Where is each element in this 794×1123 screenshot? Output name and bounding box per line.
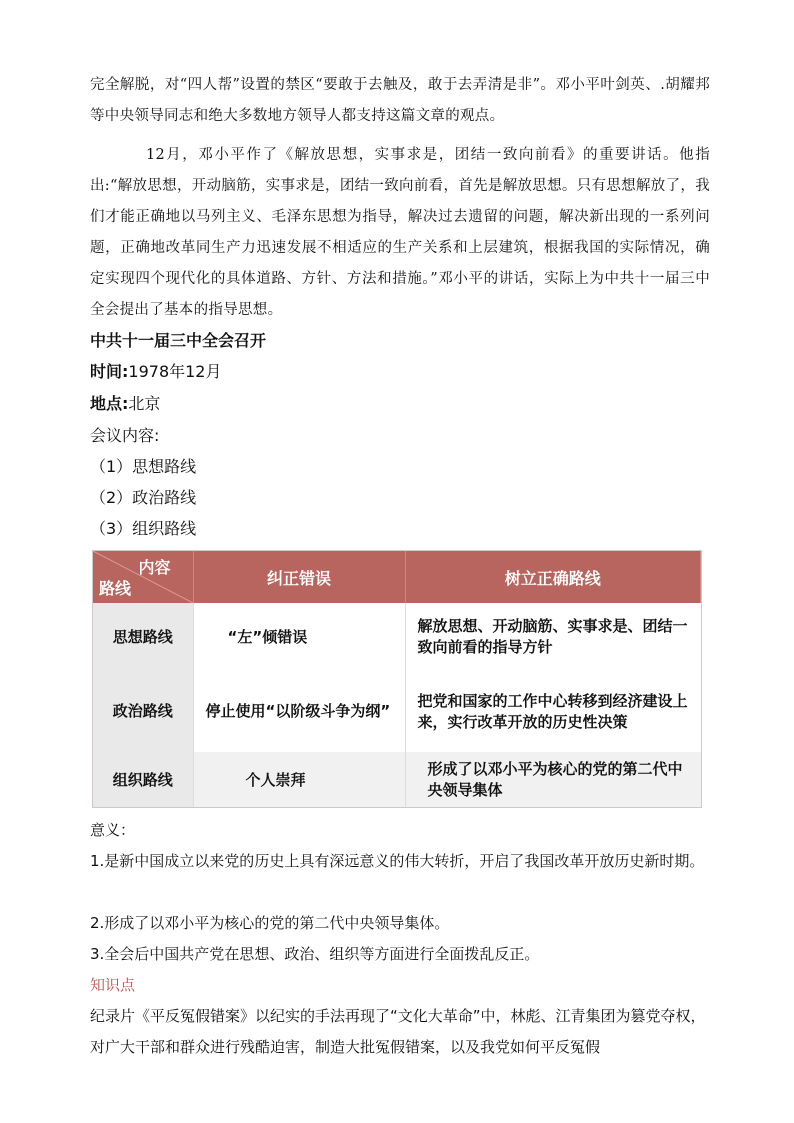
time-label: 时间: — [90, 362, 129, 381]
place-label: 地点: — [90, 394, 129, 413]
corner-top-label: 内容 — [138, 558, 171, 577]
meeting-item-3: （3）组织路线 — [90, 519, 197, 538]
knowledge-text: 纪录片《平反冤假错案》以纪实的手法再现了“文化大革命”中，林彪、江青集团为篡党夺权，对广大干部和群众进行残酷迫害，制造大批冤假错案，以及我党如何平反冤假 — [90, 1007, 706, 1056]
meeting-item-1: （1）思想路线 — [90, 457, 197, 476]
meeting-content-label: 会议内容: — [90, 426, 160, 445]
significance-item-3: 3.全会后中国共产党在思想、政治、组织等方面进行全面拨乱反正。 — [90, 945, 540, 963]
significance-item-1: 1.是新中国成立以来党的历史上具有深远意义的伟大转折，开启了我国改革开放历史新时期。 — [90, 852, 705, 870]
knowledge-label: 知识点 — [90, 976, 136, 994]
meeting-item-2: （2）政治路线 — [90, 488, 197, 507]
table-row — [93, 669, 701, 751]
col-header-wrong: 纠正错误 — [193, 551, 405, 603]
corner-bottom-label: 路线 — [99, 579, 132, 599]
time-value: 1978年12月 — [128, 362, 222, 381]
row-header: 组织路线 — [93, 752, 193, 807]
paragraph-1: 完全解脱，对“四人帮”设置的禁区“要敢于去触及，敢于去弄清是非”。邓小平叶剑英、.胡耀邦等中央领导同志和绝大多数地方领导人都支持这篇文章的观点。 — [90, 77, 710, 124]
table-row — [93, 603, 701, 669]
meeting-place — [90, 394, 160, 414]
row-header: 思想路线 — [93, 603, 193, 669]
row-header: 政治路线 — [93, 669, 193, 751]
right-cell: 把党和国家的工作中心转移到经济建设上来，实行改革开放的历史性决策 — [405, 669, 701, 751]
paragraph-2: 12月，邓小平作了《解放思想，实事求是，团结一致向前看》的重要讲话。他指出:“解放思想，开动脑筋，实事求是，团结一致向前看，首先是解放思想。只有思想解放了，我们才能正确地以马列主义、毛泽东思想为指导，解决过去遗留的问题，解决新出现的一系列问题，正确地改革同生产力迅速发展不相适应的生产关系和上层建筑，根据我国的实际情况，确定实现四个现代化的具体道路、方针、方法和措施。”邓小平的讲话，实际上为中共十一届三中全会提出了基本的指导思想。 — [90, 147, 710, 318]
meeting-heading: 中共十一届三中全会召开 — [90, 331, 267, 350]
table-row — [93, 752, 701, 807]
right-cell: 形成了以邓小平为核心的党的第二代中央领导集体 — [405, 752, 701, 807]
line-table — [92, 550, 702, 808]
meeting-time — [90, 362, 222, 382]
wrong-cell: “左”倾错误 — [193, 603, 405, 669]
right-cell: 解放思想、开动脑筋、实事求是、团结一致向前看的指导方针 — [405, 603, 701, 669]
wrong-cell: 停止使用“以阶级斗争为纲” — [193, 669, 405, 751]
significance-label: 意义： — [90, 821, 136, 839]
wrong-cell: 个人崇拜 — [193, 752, 405, 807]
significance-item-2: 2.形成了以邓小平为核心的党的第二代中央领导集体。 — [90, 914, 450, 932]
place-value: 北京 — [128, 394, 161, 413]
col-header-right: 树立正确路线 — [405, 551, 701, 603]
table-corner-header — [93, 551, 193, 603]
